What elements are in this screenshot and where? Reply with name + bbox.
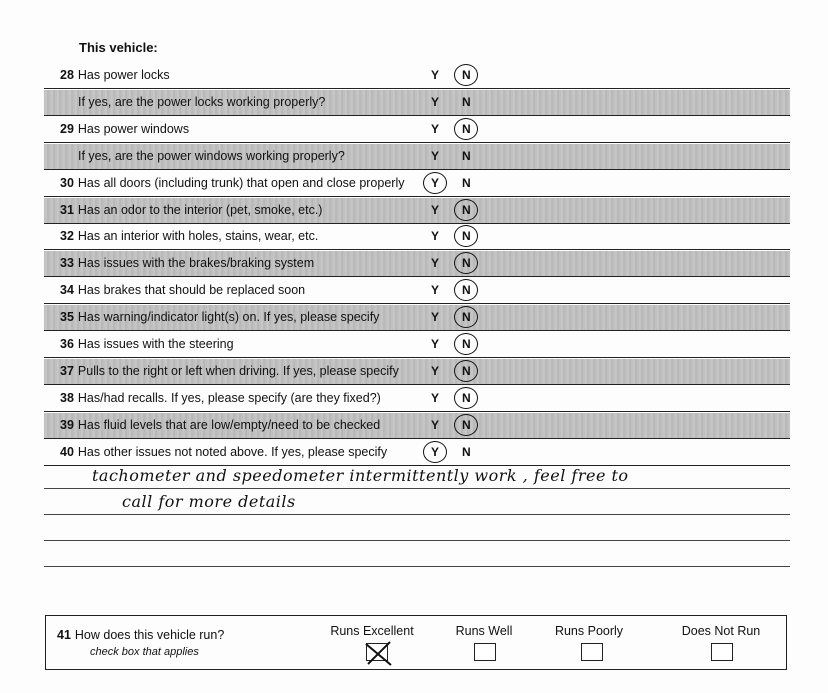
question-row-39 [44,413,790,439]
question-row-33 [44,251,790,277]
question-number: 38 [60,390,74,405]
question-text [60,283,305,297]
question-number: 28 [60,68,74,82]
question-label: If yes, are the power windows working properly? [78,148,345,163]
no-option[interactable]: N [462,94,471,109]
question-number: 34 [60,283,74,298]
question-row-followup [44,144,790,170]
question-text [78,149,345,163]
question-number: 40 [60,444,74,459]
question-label: Has fluid levels that are low/empty/need to be checked [77,417,381,432]
question-text [60,229,318,243]
no-circled-mark [454,225,478,247]
yes-option[interactable]: Y [431,256,440,271]
question-label: Has/had recalls. If yes, please specify (are they fixed?) [77,390,381,405]
no-option[interactable]: N [462,68,471,82]
question-row-36 [44,332,790,358]
question-number: 32 [60,229,74,244]
no-option[interactable]: N [462,283,471,298]
note-line-1[interactable] [44,463,790,489]
no-option[interactable]: N [462,175,471,190]
no-option[interactable]: N [462,310,471,325]
question-text [60,337,234,351]
no-circled-mark [454,118,478,140]
no-circled-mark [454,252,478,274]
run-condition-box [45,615,787,670]
question-number: 36 [60,337,74,351]
question-number: 31 [60,202,74,217]
yes-option[interactable]: Y [431,444,440,459]
question-label: Has an odor to the interior (pet, smoke, etc.) [77,202,323,217]
no-option[interactable]: N [462,148,471,163]
checkbox-does-not-run[interactable] [711,643,733,661]
question-label: Has warning/indicator light(s) on. If yes, please specify [77,310,380,325]
no-circled-mark [454,279,478,301]
no-circled-mark [454,199,478,221]
yes-option[interactable]: Y [431,121,440,136]
option-does-not-run-label: Does Not Run [681,624,761,638]
no-circled-mark [454,333,478,355]
question-row-40 [44,440,790,466]
question-number: 35 [60,310,74,325]
no-circled-mark [454,64,478,86]
section-heading: This vehicle: [79,40,158,55]
question-text [60,445,387,459]
question-number: 39 [60,417,74,432]
yes-option[interactable]: Y [431,390,440,405]
question-row-34 [44,278,790,304]
option-runs-well-label: Runs Well [455,624,513,638]
no-option[interactable]: N [462,337,471,351]
question-text [60,364,399,378]
no-option[interactable]: N [462,390,471,405]
question-row-28 [44,63,790,89]
note-line-3[interactable] [44,515,790,541]
no-option[interactable]: N [462,417,471,432]
question-label: Pulls to the right or left when driving. If yes, please specify [77,363,399,378]
yes-option[interactable]: Y [431,363,440,378]
question-number: 30 [60,175,74,190]
question-label: Has power locks [77,68,170,82]
question-number: 33 [60,256,74,271]
option-runs-excellent-label: Runs Excellent [330,624,414,638]
question-text [60,256,314,270]
question-label: Has brakes that should be replaced soon [77,283,306,298]
question-label: Has an interior with holes, stains, wear, etc. [77,229,319,244]
yes-option[interactable]: Y [431,337,440,351]
question-text [60,176,404,190]
no-circled-mark [454,360,478,382]
handwritten-note-1: tachometer and speedometer intermittently work , feel free to [92,466,629,485]
yes-option[interactable]: Y [431,175,440,190]
question-label: Has other issues not noted above. If yes, please specify [77,444,388,459]
note-line-2[interactable] [44,489,790,515]
question-row-31 [44,198,790,224]
yes-option[interactable]: Y [431,68,440,82]
question-number: 37 [60,363,74,378]
question-text [60,310,379,324]
no-option[interactable]: N [462,202,471,217]
no-option[interactable]: N [462,444,471,459]
no-option[interactable]: N [462,363,471,378]
question-label: Has issues with the brakes/braking system [77,256,315,271]
question-text [60,418,380,432]
note-line-4[interactable] [44,541,790,567]
yes-circled-mark [423,441,447,463]
option-runs-poorly-label: Runs Poorly [554,624,624,638]
question-row-29 [44,117,790,143]
handwritten-note-2: call for more details [122,492,296,511]
question-label: Has power windows [77,121,190,136]
question-row-35 [44,305,790,331]
question-text [60,203,322,217]
question-label: If yes, are the power locks working properly? [78,94,326,109]
checkbox-runs-excellent[interactable] [366,643,388,661]
question-row-37 [44,359,790,385]
no-option[interactable]: N [462,121,471,136]
yes-option[interactable]: Y [431,202,440,217]
yes-option[interactable]: Y [431,229,440,244]
yes-option[interactable]: Y [431,310,440,325]
question-label: Has all doors (including trunk) that open and close properly [77,175,405,190]
question-number: 29 [60,121,74,136]
yes-option[interactable]: Y [431,283,440,298]
yes-option[interactable]: Y [431,148,440,163]
q41-question: 41 How does this vehicle run? [57,628,225,642]
no-option[interactable]: N [462,229,471,244]
no-circled-mark [454,387,478,409]
question-row-30 [44,171,790,197]
question-row-32 [44,224,790,250]
question-text [60,122,189,136]
checkbox-runs-poorly[interactable] [581,643,603,661]
check-x-mark-icon [363,638,395,668]
question-text [78,95,325,109]
question-row-38 [44,386,790,412]
no-circled-mark [454,306,478,328]
checkbox-runs-well[interactable] [474,643,496,661]
yes-option[interactable]: Y [431,94,440,109]
question-label: Has issues with the steering [77,337,234,351]
question-text [60,68,170,82]
q41-instruction: check box that applies [90,646,199,658]
question-text [60,391,381,405]
yes-circled-mark [423,172,447,194]
no-circled-mark [454,414,478,436]
yes-option[interactable]: Y [431,417,440,432]
no-option[interactable]: N [462,256,471,271]
question-row-followup [44,90,790,116]
